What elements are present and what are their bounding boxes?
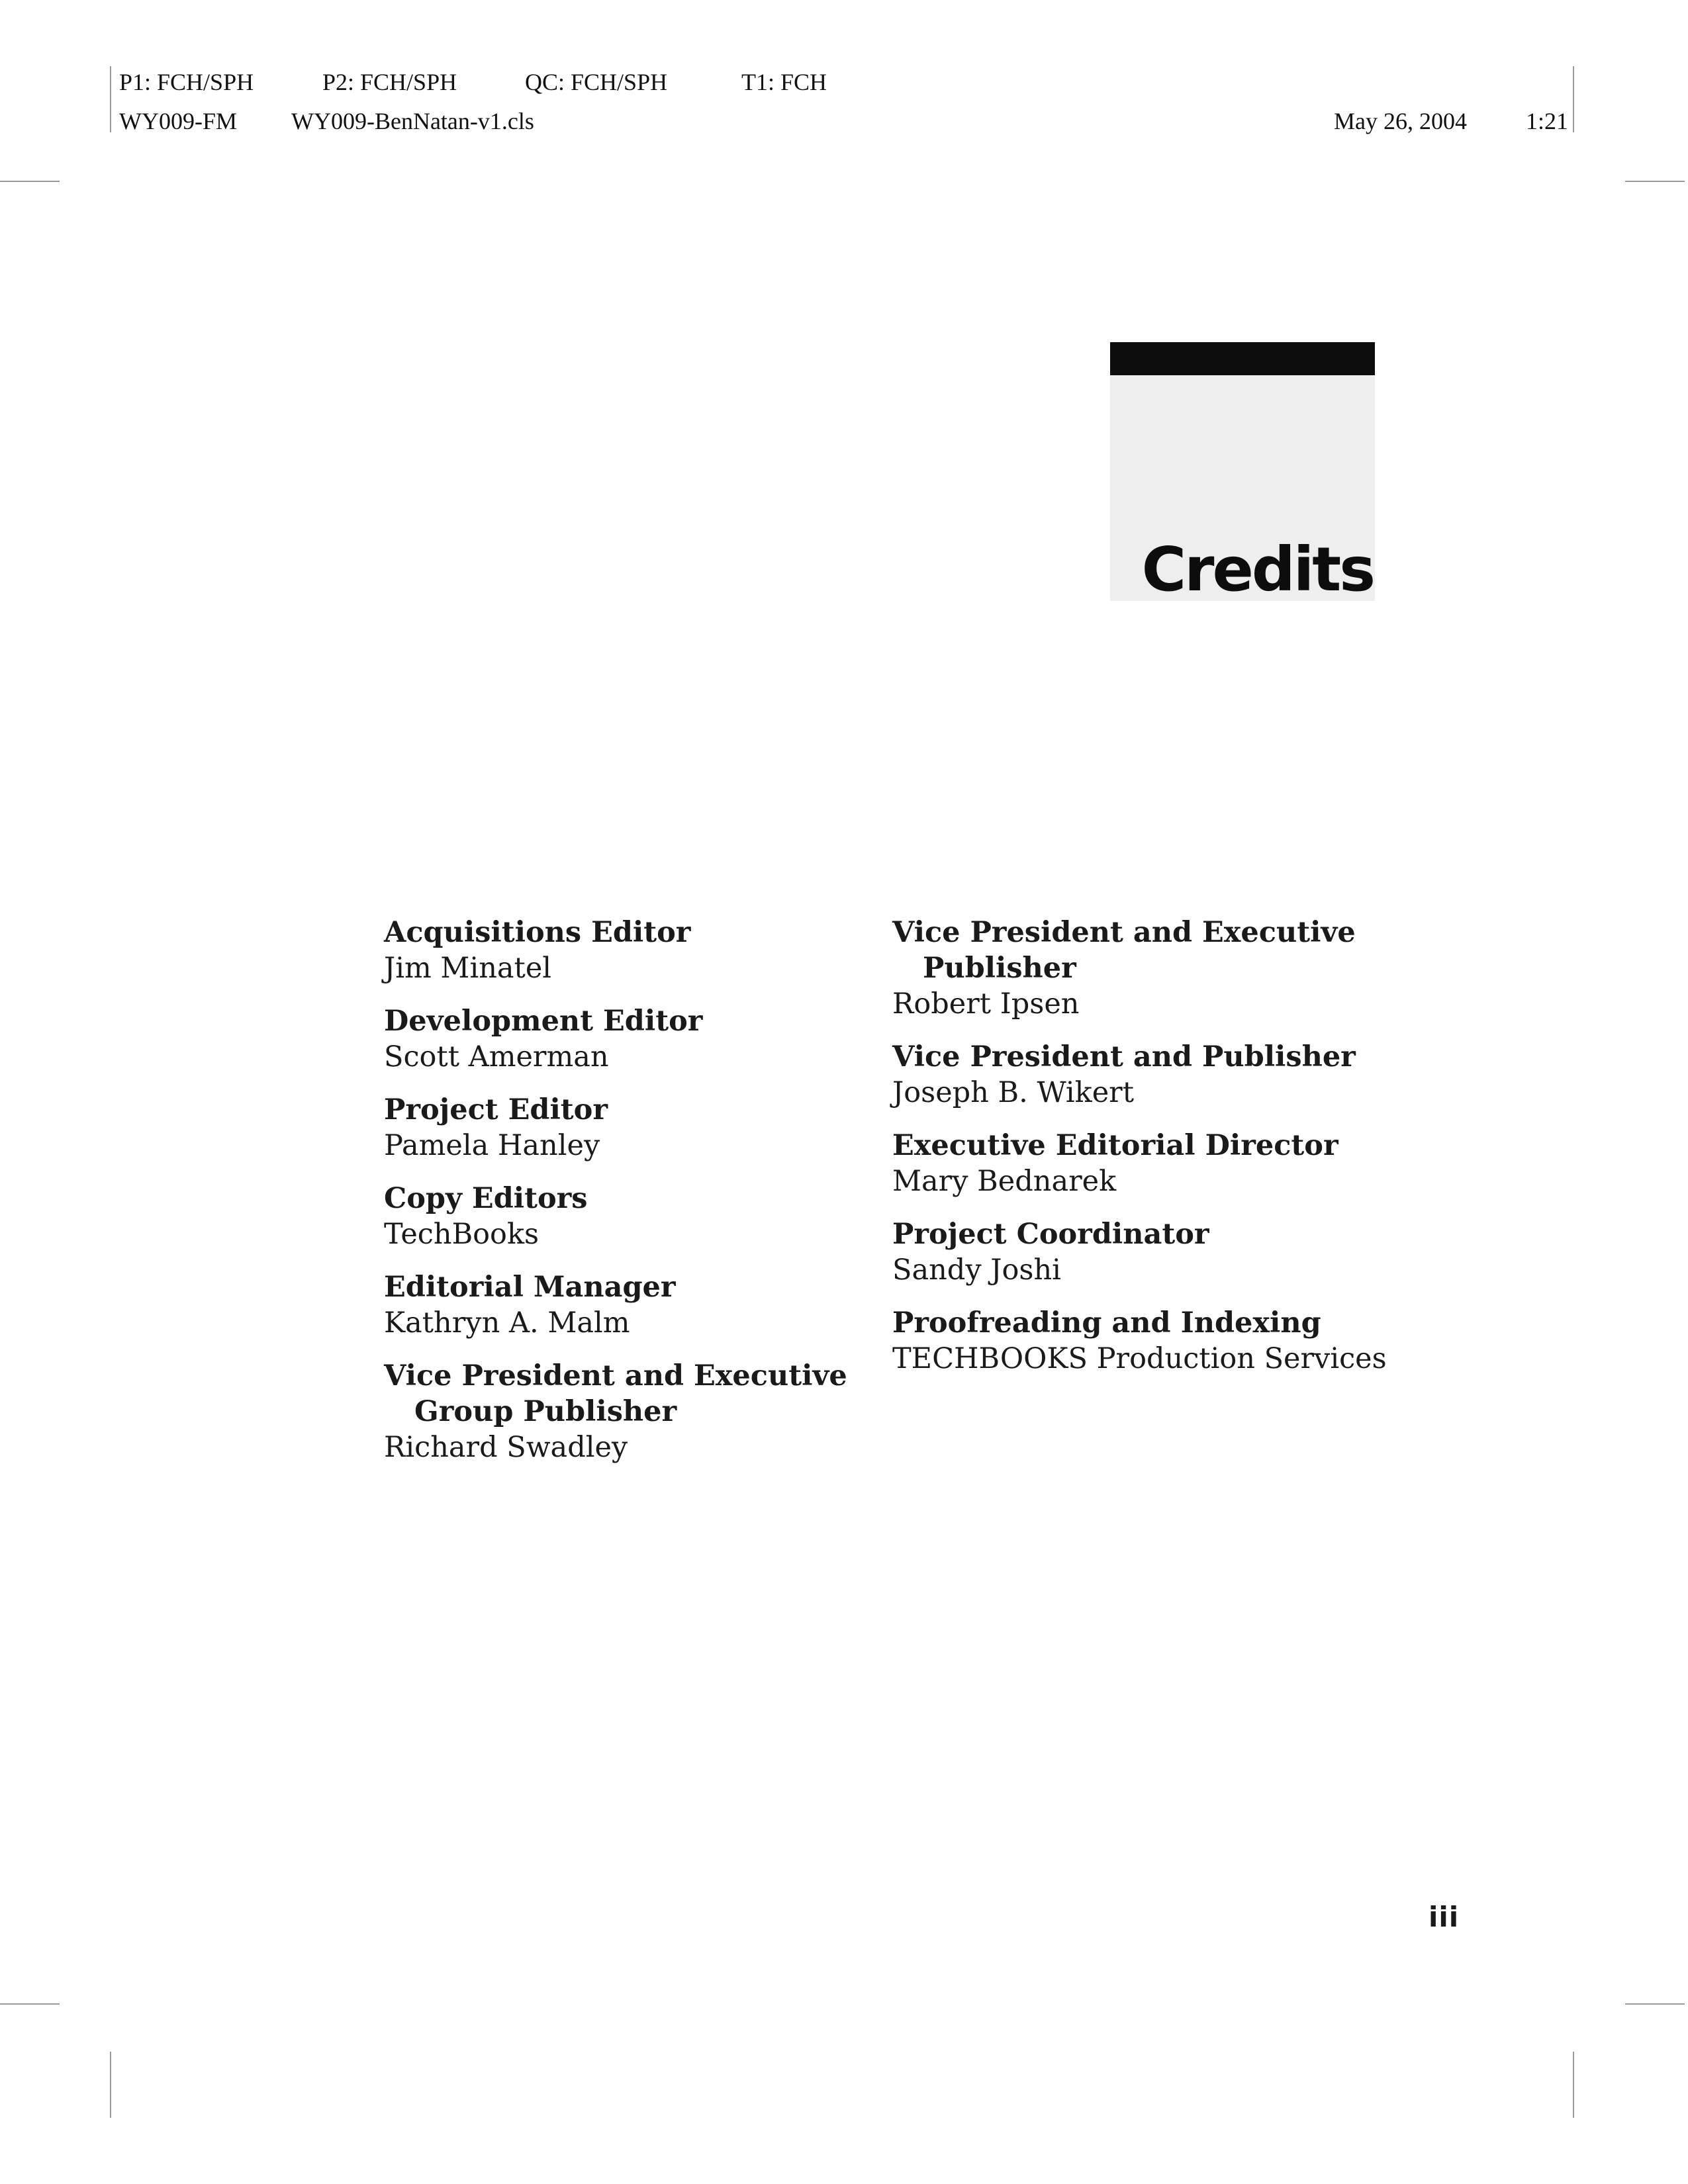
page-number: iii bbox=[1429, 1901, 1460, 1933]
credit-role: Project Editor bbox=[384, 1093, 608, 1126]
credit-entry bbox=[892, 1128, 1395, 1199]
credit-role: Vice President and Executive Group Publisher bbox=[384, 1358, 861, 1430]
credit-entry bbox=[892, 1216, 1395, 1288]
slug-time: 1:21 bbox=[1526, 108, 1569, 134]
crop-mark-top-left bbox=[110, 66, 111, 132]
credit-entry bbox=[384, 1269, 861, 1341]
credit-name: Sandy Joshi bbox=[892, 1253, 1061, 1287]
credit-name: Kathryn A. Malm bbox=[384, 1306, 630, 1340]
chapter-title: Credits bbox=[1141, 534, 1374, 605]
crop-mark-bottom-right bbox=[1573, 2052, 1574, 2118]
credits-right-column bbox=[892, 915, 1395, 1394]
slug-date: May 26, 2004 bbox=[1334, 108, 1467, 134]
credit-entry bbox=[892, 1305, 1395, 1377]
credit-entry bbox=[384, 915, 861, 986]
credit-name: Joseph B. Wikert bbox=[892, 1076, 1134, 1109]
credit-entry bbox=[892, 915, 1395, 1022]
crop-mark-left-lower bbox=[0, 2003, 60, 2005]
credit-role: Copy Editors bbox=[384, 1182, 588, 1215]
credit-role: Vice President and Publisher bbox=[892, 1040, 1356, 1073]
credit-role-continued: Publisher bbox=[923, 952, 1076, 985]
credit-role: Development Editor bbox=[384, 1005, 703, 1038]
chapter-opener bbox=[1110, 342, 1375, 605]
slug-p2: P2: FCH/SPH bbox=[322, 69, 457, 95]
credit-name: Jim Minatel bbox=[384, 952, 552, 985]
slug-p1: P1: FCH/SPH bbox=[119, 69, 254, 95]
credit-role: Vice President and Executive Publisher bbox=[892, 915, 1395, 986]
chapter-opener-bar bbox=[1110, 342, 1375, 375]
crop-mark-right-upper bbox=[1625, 181, 1685, 182]
credit-name: Scott Amerman bbox=[384, 1040, 609, 1073]
slug-file: WY009-BenNatan-v1.cls bbox=[291, 108, 534, 134]
credit-name: TECHBOOKS Production Services bbox=[892, 1342, 1387, 1375]
credit-entry bbox=[384, 1358, 861, 1465]
credit-role-continued: Group Publisher bbox=[414, 1395, 677, 1428]
slug-qc: QC: FCH/SPH bbox=[525, 69, 668, 95]
credit-role: Proofreading and Indexing bbox=[892, 1306, 1321, 1340]
credit-entry bbox=[384, 1003, 861, 1075]
credit-name: TechBooks bbox=[384, 1218, 539, 1251]
crop-mark-right-lower bbox=[1625, 2003, 1685, 2005]
credit-entry bbox=[892, 1039, 1395, 1111]
crop-mark-top-right bbox=[1573, 66, 1574, 132]
slug-code: WY009-FM bbox=[119, 108, 237, 134]
credit-role: Editorial Manager bbox=[384, 1271, 676, 1304]
crop-mark-bottom-left bbox=[110, 2052, 111, 2118]
credits-left-column bbox=[384, 915, 861, 1482]
credit-name: Richard Swadley bbox=[384, 1431, 628, 1464]
credit-name: Pamela Hanley bbox=[384, 1129, 600, 1162]
credit-name: Mary Bednarek bbox=[892, 1165, 1117, 1198]
slug-t1: T1: FCH bbox=[741, 69, 827, 95]
credit-entry bbox=[384, 1181, 861, 1252]
credit-name: Robert Ipsen bbox=[892, 987, 1080, 1021]
credit-role: Project Coordinator bbox=[892, 1218, 1209, 1251]
credit-role: Acquisitions Editor bbox=[384, 916, 691, 949]
credit-entry bbox=[384, 1092, 861, 1163]
credit-role: Executive Editorial Director bbox=[892, 1129, 1338, 1162]
crop-mark-left-upper bbox=[0, 181, 60, 182]
